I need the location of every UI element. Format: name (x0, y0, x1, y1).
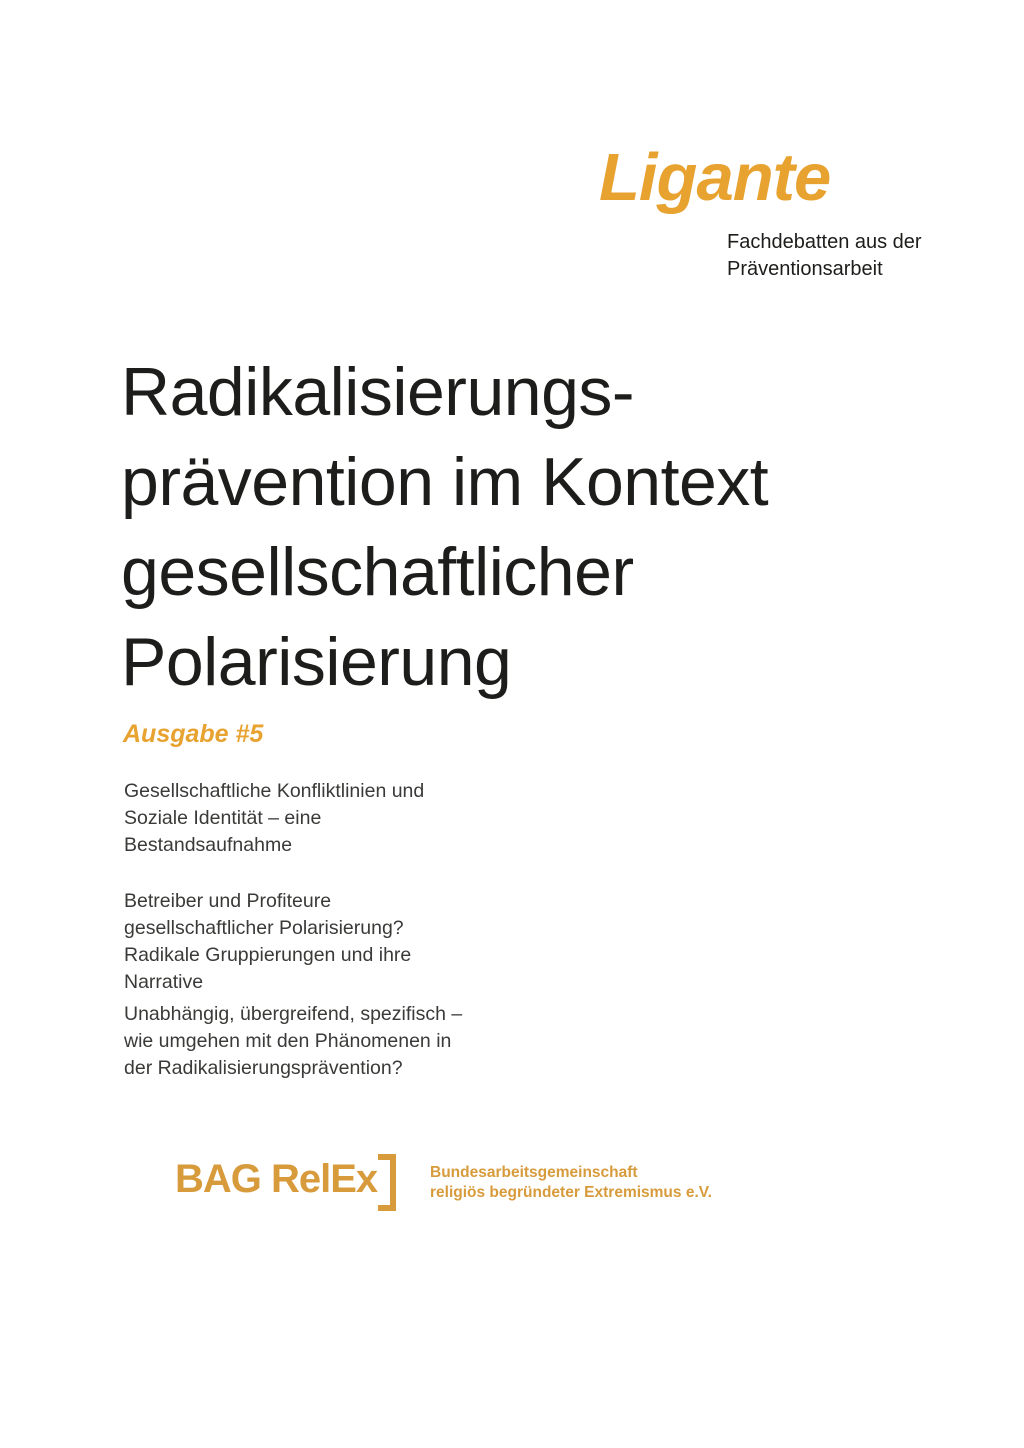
ligante-brand-wordmark: Ligante (599, 140, 831, 215)
article-1-line-2: Soziale Identität – eine (124, 807, 322, 829)
publisher-name-line-2: religiös begründeter Extremismus e.V. (430, 1184, 712, 1201)
article-2-line-3: Radikale Gruppierungen und ihre (124, 944, 412, 966)
cover-title-line-4: Polarisierung (121, 624, 512, 700)
article-2-line-4: Narrative (124, 971, 204, 993)
article-teaser-3 (124, 1001, 462, 1082)
bag-relex-wordmark: BAG RelEx (175, 1157, 378, 1201)
article-3-line-3: der Radikalisierungsprävention? (124, 1057, 403, 1079)
publisher-name-line-1: Bundesarbeitsgemeinschaft (430, 1164, 638, 1181)
article-teaser-1 (124, 778, 424, 859)
article-1-line-1: Gesellschaftliche Konfliktlinien und (124, 780, 425, 802)
cover-title (121, 347, 768, 707)
cover-title-line-3: gesellschaftlicher (121, 534, 634, 610)
bracket-icon (378, 1154, 396, 1211)
masthead-tagline (727, 229, 922, 283)
article-teaser-2 (124, 888, 411, 996)
tagline-line-2: Präventionsarbeit (727, 258, 883, 280)
article-1-line-3: Bestandsaufnahme (124, 834, 293, 856)
article-2-line-1: Betreiber und Profiteure (124, 890, 332, 912)
cover-title-line-2: prävention im Kontext (121, 444, 769, 520)
tagline-line-1: Fachdebatten aus der (727, 231, 922, 253)
issue-label: Ausgabe #5 (123, 720, 264, 748)
publisher-name (430, 1163, 712, 1203)
article-3-line-2: wie umgehen mit den Phänomenen in (124, 1030, 452, 1052)
article-2-line-2: gesellschaftlicher Polarisierung? (124, 917, 404, 939)
article-3-line-1: Unabhängig, übergreifend, spezifisch – (124, 1003, 463, 1025)
cover-title-line-1: Radikalisierungs- (121, 354, 635, 430)
